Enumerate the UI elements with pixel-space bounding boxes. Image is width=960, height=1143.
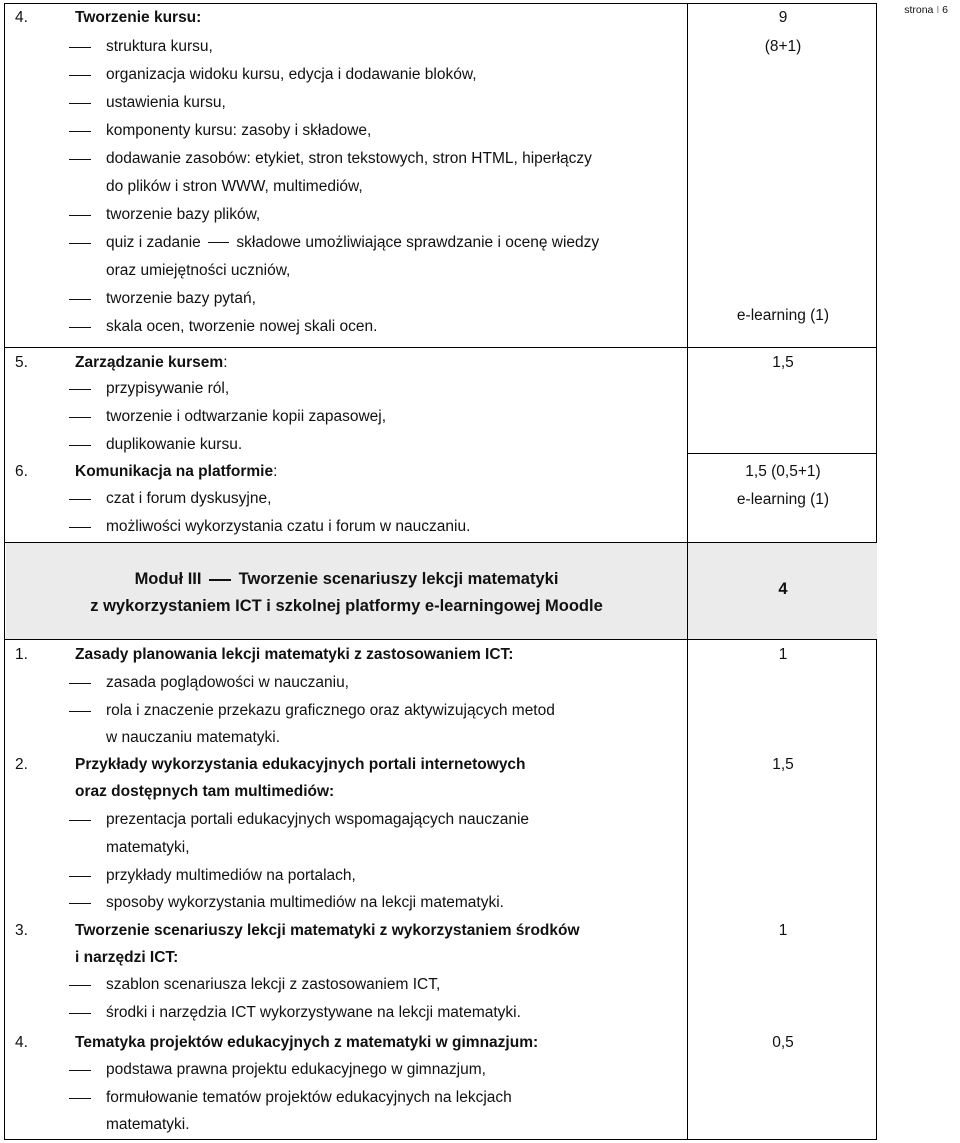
section-title-suffix: : bbox=[273, 463, 278, 480]
dash-icon bbox=[69, 903, 91, 904]
section-title-text: Zarządzanie kursem bbox=[75, 354, 224, 371]
section-title bbox=[75, 458, 277, 485]
list-item: możliwości wykorzystania czatu i forum w nauczaniu. bbox=[106, 518, 471, 535]
page-number-label bbox=[904, 4, 948, 16]
dash-icon bbox=[69, 1070, 91, 1071]
list-item-continuation: w nauczaniu matematyki. bbox=[106, 729, 281, 746]
list-item-continuation: matematyki. bbox=[106, 1116, 190, 1133]
section-title: Tworzenie scenariuszy lekcji matematyki z wykorzystaniem środków bbox=[75, 922, 580, 939]
dash-icon bbox=[69, 327, 91, 328]
dash-icon bbox=[69, 527, 91, 528]
list-item: rola i znaczenie przekazu graficznego oraz aktywizujących metod bbox=[106, 702, 555, 719]
section-number: 4. bbox=[15, 1034, 28, 1051]
section-hours: 1,5 bbox=[772, 756, 794, 773]
dash-icon bbox=[69, 75, 91, 76]
section-number: 4. bbox=[15, 9, 28, 26]
row-divider bbox=[687, 453, 876, 454]
list-item: czat i forum dyskusyjne, bbox=[106, 490, 272, 507]
dash-icon bbox=[69, 1098, 91, 1099]
section-hours-note: e-learning (1) bbox=[736, 491, 830, 508]
dash-icon bbox=[69, 299, 91, 300]
list-item: skala ocen, tworzenie nowej skali ocen. bbox=[106, 318, 378, 335]
section-number: 5. bbox=[15, 354, 28, 371]
section-title-continuation: i narzędzi ICT: bbox=[75, 949, 179, 966]
section-hours-note: e-learning (1) bbox=[736, 307, 830, 324]
list-item-continuation: matematyki, bbox=[106, 839, 190, 856]
module-hours: 4 bbox=[778, 580, 788, 598]
dash-icon bbox=[69, 445, 91, 446]
module-title-name: Moduł III bbox=[134, 570, 202, 588]
dash-icon bbox=[69, 103, 91, 104]
page-number: 6 bbox=[942, 4, 948, 16]
list-item: tworzenie i odtwarzanie kopii zapasowej, bbox=[106, 408, 387, 425]
list-item-continuation: oraz umiejętności uczniów, bbox=[106, 262, 291, 279]
dash-icon bbox=[69, 47, 91, 48]
section-number: 1. bbox=[15, 646, 28, 663]
module-title-line-1 bbox=[6, 565, 687, 593]
list-item-part: składowe umożliwiające sprawdzanie i ocenę wiedzy bbox=[236, 234, 600, 251]
row-divider bbox=[5, 639, 876, 640]
dash-icon bbox=[69, 1013, 91, 1014]
section-hours: 1,5 bbox=[772, 354, 794, 371]
section-number: 6. bbox=[15, 463, 28, 480]
section-title bbox=[75, 349, 228, 376]
section-number: 3. bbox=[15, 922, 28, 939]
list-item: przykłady multimediów na portalach, bbox=[106, 867, 356, 884]
list-item: środki i narzędzia ICT wykorzystywane na lekcji matematyki. bbox=[106, 1004, 521, 1021]
list-item: duplikowanie kursu. bbox=[106, 436, 243, 453]
dash-icon bbox=[69, 131, 91, 132]
dash-icon bbox=[69, 985, 91, 986]
list-item: szablon scenariusza lekcji z zastosowaniem ICT, bbox=[106, 976, 441, 993]
list-item: prezentacja portali edukacyjnych wspomagających nauczanie bbox=[106, 811, 530, 828]
section-hours-detail: (8+1) bbox=[764, 38, 802, 55]
list-item: sposoby wykorzystania multimediów na lekcji matematyki. bbox=[106, 894, 504, 911]
list-item: formułowanie tematów projektów edukacyjnych na lekcjach bbox=[106, 1089, 512, 1106]
row-divider bbox=[5, 542, 876, 543]
list-item: zasada poglądowości w nauczaniu, bbox=[106, 674, 349, 691]
curriculum-table bbox=[4, 3, 877, 1140]
dash-icon bbox=[69, 215, 91, 216]
section-title-continuation: oraz dostępnych tam multimediów: bbox=[75, 783, 335, 800]
dash-icon bbox=[69, 243, 91, 244]
list-item: ustawienia kursu, bbox=[106, 94, 226, 111]
dash-icon bbox=[69, 876, 91, 877]
section-hours: 1 bbox=[778, 922, 788, 939]
module-title-rest: Tworzenie scenariuszy lekcji matematyki bbox=[238, 570, 559, 588]
section-hours: 9 bbox=[778, 9, 788, 26]
section-title: Tworzenie kursu: bbox=[75, 9, 202, 26]
list-item: organizacja widoku kursu, edycja i dodawanie bloków, bbox=[106, 66, 477, 83]
list-item-continuation: do plików i stron WWW, multimediów, bbox=[106, 178, 363, 195]
dash-icon bbox=[209, 579, 231, 581]
row-divider bbox=[5, 347, 876, 348]
page-label-text: strona bbox=[904, 4, 934, 16]
module-title-line-2: z wykorzystaniem ICT i szkolnej platformy e-learningowej Moodle bbox=[90, 597, 603, 615]
list-item: tworzenie bazy pytań, bbox=[106, 290, 256, 307]
section-title: Przykłady wykorzystania edukacyjnych portali internetowych bbox=[75, 756, 526, 773]
page-label-separator: I bbox=[936, 4, 940, 16]
section-number: 2. bbox=[15, 756, 28, 773]
dash-icon bbox=[208, 242, 229, 243]
dash-icon bbox=[69, 683, 91, 684]
list-item: przypisywanie ról, bbox=[106, 380, 230, 397]
dash-icon bbox=[69, 159, 91, 160]
list-item bbox=[106, 229, 599, 256]
list-item-part: quiz i zadanie bbox=[106, 234, 201, 251]
list-item: podstawa prawna projektu edukacyjnego w gimnazjum, bbox=[106, 1061, 486, 1078]
list-item: dodawanie zasobów: etykiet, stron tekstowych, stron HTML, hiperłączy bbox=[106, 150, 592, 167]
section-hours: 1 bbox=[778, 646, 788, 663]
dash-icon bbox=[69, 820, 91, 821]
dash-icon bbox=[69, 711, 91, 712]
section-title: Tematyka projektów edukacyjnych z matematyki w gimnazjum: bbox=[75, 1034, 539, 1051]
list-item: struktura kursu, bbox=[106, 38, 213, 55]
section-hours: 0,5 bbox=[772, 1034, 794, 1051]
section-title: Zasady planowania lekcji matematyki z zastosowaniem ICT: bbox=[75, 646, 514, 663]
list-item: tworzenie bazy plików, bbox=[106, 206, 261, 223]
section-title-suffix: : bbox=[223, 354, 228, 371]
dash-icon bbox=[69, 417, 91, 418]
dash-icon bbox=[69, 499, 91, 500]
column-divider bbox=[687, 4, 688, 1139]
list-item: komponenty kursu: zasoby i składowe, bbox=[106, 122, 372, 139]
section-title-text: Komunikacja na platformie bbox=[75, 463, 274, 480]
dash-icon bbox=[69, 389, 91, 390]
section-hours: 1,5 (0,5+1) bbox=[745, 463, 821, 480]
